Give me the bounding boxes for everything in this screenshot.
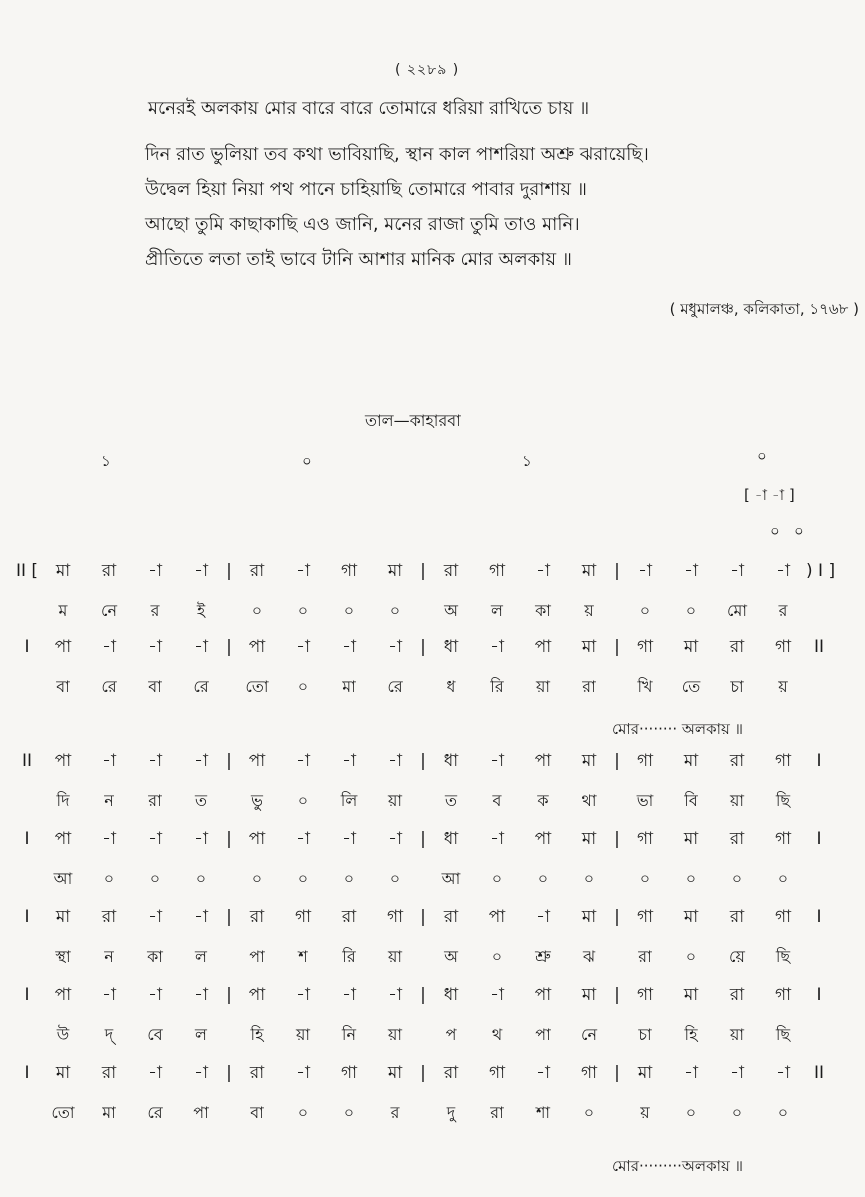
note: রা [729,985,745,1005]
barline: | [420,751,426,771]
syllable: বি [684,791,698,810]
syllable: নি [341,1025,357,1044]
note: রা [101,907,117,927]
note: গা [774,829,792,849]
syllable: রে [147,1103,163,1122]
note: গা [774,751,792,771]
note: পা [54,637,72,657]
note: রা [249,561,265,581]
note: মা [683,829,699,849]
barline: II [21,751,33,771]
syllable: ০ [583,869,595,888]
note: ধা [443,985,459,1005]
syllable: ০ [685,601,697,620]
syllable: ত [194,791,207,810]
syllable: ০ [685,869,697,888]
syllable: র [150,601,160,620]
syllable: চা [730,677,744,696]
syllable: য় [640,1103,650,1122]
note: -া [148,637,162,657]
note: রা [729,829,745,849]
syllable: ০ [297,869,309,888]
syllable: উ [56,1025,70,1044]
syllable: ০ [297,601,309,620]
note: -া [638,561,652,581]
note: -া [296,561,310,581]
barline: I [816,751,822,771]
lyric-syllable-row [14,1022,854,1049]
syllable: ন [104,947,114,966]
syllable: থ [491,1025,503,1044]
note: মা [683,751,699,771]
swara-row [14,558,854,586]
swara-row [14,634,854,662]
syllable: দ্ [104,1025,114,1044]
syllable: ০ [731,869,743,888]
barline: | [226,829,232,849]
syllable: ধ [446,677,456,696]
note: -া [102,637,116,657]
note: -া [194,829,208,849]
syllable: ০ [343,1103,355,1122]
poem-line: মনেরই অলকায় মোর বারে বারে তোমারে ধরিয়া রাখিতে চায় ॥ [148,98,590,119]
syllable: নে [100,601,118,620]
note: -া [388,751,402,771]
note: রা [729,751,745,771]
note: -া [342,751,356,771]
note: -া [194,907,208,927]
note: গা [488,1063,506,1083]
note: গা [580,1063,598,1083]
syllable: ০ [537,869,549,888]
syllable: ছি [775,1025,791,1044]
syllable: চা [638,1025,652,1044]
barline: II [813,637,825,657]
syllable: র [390,1103,400,1122]
note: পা [54,829,72,849]
syllable: দি [56,791,70,810]
beat-mark: ১ [522,452,532,470]
note: গা [636,829,654,849]
note: গা [294,907,312,927]
syllable: পা [249,947,265,966]
syllable: রা [582,677,596,696]
refrain-marker: মোর·········অলকায় ॥ [612,1157,744,1175]
syllable: ০ [685,947,697,966]
note: পা [248,985,266,1005]
note: -া [194,637,208,657]
syllable: য়া [729,1025,745,1044]
lyric-syllable-row [14,1100,854,1127]
syllable: ০ [343,601,355,620]
syllable: শা [535,1103,551,1122]
note: গা [636,985,654,1005]
barline: | [226,907,232,927]
note: -া [684,561,698,581]
note: -া [102,829,116,849]
note: পা [534,829,552,849]
note: -া [296,829,310,849]
note: ধা [443,751,459,771]
note: -া [388,637,402,657]
syllable: ০ [251,869,263,888]
syllable: আ [441,869,461,888]
syllable: রে [193,677,209,696]
syllable: মা [342,677,356,696]
lyric-syllable-row [14,788,854,815]
syllable: ন [104,791,114,810]
syllable: য় [584,601,594,620]
syllable: বা [148,677,162,696]
syllable: হি [250,1025,264,1044]
note: মা [387,1063,403,1083]
syllable: য়া [387,791,403,810]
swara-row [14,904,854,932]
note: রা [729,637,745,657]
syllable: ক [537,791,549,810]
syllable: ল [491,601,503,620]
note: -া [148,1063,162,1083]
note: -া [296,985,310,1005]
note: রা [729,907,745,927]
page-number: ( ২২৮৯ ) [395,62,460,78]
swara-row [14,748,854,776]
syllable: র [778,601,788,620]
note: -া [342,829,356,849]
syllable: অ [444,947,458,966]
barline: | [420,829,426,849]
syllable: রে [101,677,117,696]
note: রা [443,1063,459,1083]
syllable: রে [387,677,403,696]
note: গা [340,1063,358,1083]
barline: ) I ] [806,561,836,581]
note: গা [774,907,792,927]
syllable: ০ [297,677,309,696]
barline: | [614,751,620,771]
note: -া [684,1063,698,1083]
syllable: ল [195,1025,207,1044]
note: মা [581,637,597,657]
beat-mark: ০ [757,447,767,465]
syllable: শ্রু [535,947,551,966]
note: গা [636,751,654,771]
note: পা [248,751,266,771]
lyric-syllable-row [14,674,854,701]
note: গা [636,637,654,657]
note: মা [637,1063,653,1083]
lyric-syllable-row [14,866,854,893]
note: মা [683,637,699,657]
syllable: থা [581,791,597,810]
syllable: কা [535,601,551,620]
barline: I [816,985,822,1005]
syllable: দু [446,1103,456,1122]
syllable: ০ [639,869,651,888]
syllable: ০ [149,869,161,888]
poem-line: দিন রাত ভুলিয়া তব কথা ভাবিয়াছি, স্থান কাল পাশরিয়া অশ্রু ঝরায়েছি। [145,144,649,165]
note: মা [581,985,597,1005]
note: রা [443,561,459,581]
note: -া [296,637,310,657]
syllable: ই [196,601,206,620]
syllable: য় [778,677,788,696]
note: পা [54,985,72,1005]
note: গা [386,907,404,927]
barline: | [420,985,426,1005]
syllable: রি [490,677,504,696]
syllable: ০ [297,791,309,810]
source-credit: ( মধুমালঞ্চ, কলিকাতা, ১৭৬৮ ) [669,300,859,318]
tala-title: তাল—কাহারবা [365,411,461,430]
beat-mark: ১ [101,452,111,470]
barline: | [420,561,426,581]
pickup-syllables: ০ ০ [770,522,804,540]
note: -া [490,637,504,657]
note: -া [194,561,208,581]
syllable: য়া [387,947,403,966]
note: পা [534,751,552,771]
syllable: কা [147,947,163,966]
barline: | [614,829,620,849]
barline: I [24,829,30,849]
barline: | [614,985,620,1005]
note: -া [730,1063,744,1083]
syllable: হি [684,1025,698,1044]
pickup-notes: [ -া -া ] [744,486,795,504]
note: -া [148,829,162,849]
syllable: ০ [639,601,651,620]
note: পা [534,637,552,657]
syllable: য়া [295,1025,311,1044]
syllable: ০ [777,869,789,888]
syllable: বে [147,1025,163,1044]
barline: | [226,637,232,657]
note: -া [342,985,356,1005]
barline: I [24,985,30,1005]
barline: | [226,561,232,581]
poem-line: প্রীতিতে লতা তাই ভাবে টানি আশার মানিক মোর অলকায় ॥ [145,249,572,270]
syllable: ০ [297,1103,309,1122]
note: মা [683,985,699,1005]
beat-mark: ০ [302,452,312,470]
syllable: তো [245,677,269,696]
note: -া [490,829,504,849]
barline: | [226,985,232,1005]
note: ধা [443,829,459,849]
barline: I [816,829,822,849]
syllable: ০ [195,869,207,888]
note: মা [55,561,71,581]
syllable: মা [102,1103,116,1122]
swara-row [14,1060,854,1088]
syllable: ০ [389,601,401,620]
syllable: ০ [343,869,355,888]
note: -া [536,907,550,927]
note: রা [101,1063,117,1083]
syllable: বা [56,677,70,696]
refrain-marker: মোর········ অলকায় ॥ [612,720,744,738]
syllable: য়ে [729,947,745,966]
note: -া [102,985,116,1005]
barline: II [ [15,561,39,581]
note: -া [490,751,504,771]
syllable: য়া [387,1025,403,1044]
barline: | [614,907,620,927]
syllable: তে [681,677,701,696]
note: পা [488,907,506,927]
barline: | [226,1063,232,1083]
note: -া [194,751,208,771]
syllable: মো [726,601,748,620]
note: -া [388,829,402,849]
syllable: রা [490,1103,504,1122]
syllable: তো [51,1103,75,1122]
syllable: ল [195,947,207,966]
barline: | [420,1063,426,1083]
swara-row [14,982,854,1010]
note: রা [101,561,117,581]
syllable: অ [444,601,458,620]
note: -া [536,1063,550,1083]
note: রা [341,907,357,927]
syllable: ব [492,791,502,810]
note: ধা [443,637,459,657]
note: -া [148,751,162,771]
note: -া [148,907,162,927]
syllable: শ [298,947,308,966]
note: গা [636,907,654,927]
note: পা [534,985,552,1005]
note: পা [54,751,72,771]
syllable: ০ [685,1103,697,1122]
syllable: ০ [491,947,503,966]
note: -া [296,751,310,771]
barline: I [24,637,30,657]
syllable: ম [58,601,68,620]
syllable: ০ [731,1103,743,1122]
swara-row [14,826,854,854]
note: মা [55,907,71,927]
note: -া [194,1063,208,1083]
syllable: ভা [636,791,654,810]
barline: | [226,751,232,771]
note: মা [581,907,597,927]
barline: | [420,637,426,657]
syllable: লি [340,791,358,810]
note: গা [340,561,358,581]
note: পা [248,829,266,849]
syllable: পা [535,1025,551,1044]
syllable: য়া [729,791,745,810]
syllable: প [445,1025,457,1044]
syllable: পা [193,1103,209,1122]
note: মা [581,751,597,771]
syllable: ০ [103,869,115,888]
syllable: বা [250,1103,264,1122]
poem-line: আছো তুমি কাছাকাছি এও জানি, মনের রাজা তুমি তাও মানি। [145,214,580,235]
syllable: নে [580,1025,598,1044]
note: মা [683,907,699,927]
note: -া [776,1063,790,1083]
syllable: ত [444,791,457,810]
note: রা [249,1063,265,1083]
syllable: ০ [251,601,263,620]
barline: II [813,1063,825,1083]
note: -া [148,985,162,1005]
note: -া [730,561,744,581]
barline: I [816,907,822,927]
syllable: ছি [775,791,791,810]
note: -া [388,985,402,1005]
syllable: য়া [535,677,551,696]
note: গা [774,985,792,1005]
note: মা [55,1063,71,1083]
note: রা [443,907,459,927]
syllable: স্থা [55,947,71,966]
syllable: রা [148,791,162,810]
note: মা [581,829,597,849]
barline: | [614,1063,620,1083]
note: গা [774,637,792,657]
syllable: ছি [775,947,791,966]
note: -া [296,1063,310,1083]
note: মা [581,561,597,581]
note: মা [387,561,403,581]
barline: | [614,561,620,581]
note: -া [536,561,550,581]
syllable: রি [342,947,356,966]
note: -া [776,561,790,581]
note: -া [194,985,208,1005]
barline: I [24,907,30,927]
barline: | [420,907,426,927]
syllable: রা [638,947,652,966]
note: রা [249,907,265,927]
note: -া [490,985,504,1005]
barline: | [614,637,620,657]
syllable: আ [53,869,73,888]
syllable: খি [637,677,653,696]
note: -া [102,751,116,771]
syllable: ঝ [582,947,596,966]
syllable: ০ [491,869,503,888]
barline: I [24,1063,30,1083]
note: -া [342,637,356,657]
syllable: ০ [389,869,401,888]
syllable: ভু [251,791,263,810]
poem-line: উদ্বেল হিয়া নিয়া পথ পানে চাহিয়াছি তোমারে পাবার দুরাশায় ॥ [145,179,587,200]
note: গা [488,561,506,581]
lyric-syllable-row [14,598,854,625]
syllable: ০ [583,1103,595,1122]
note: -া [148,561,162,581]
syllable: ০ [777,1103,789,1122]
note: পা [248,637,266,657]
lyric-syllable-row [14,944,854,971]
